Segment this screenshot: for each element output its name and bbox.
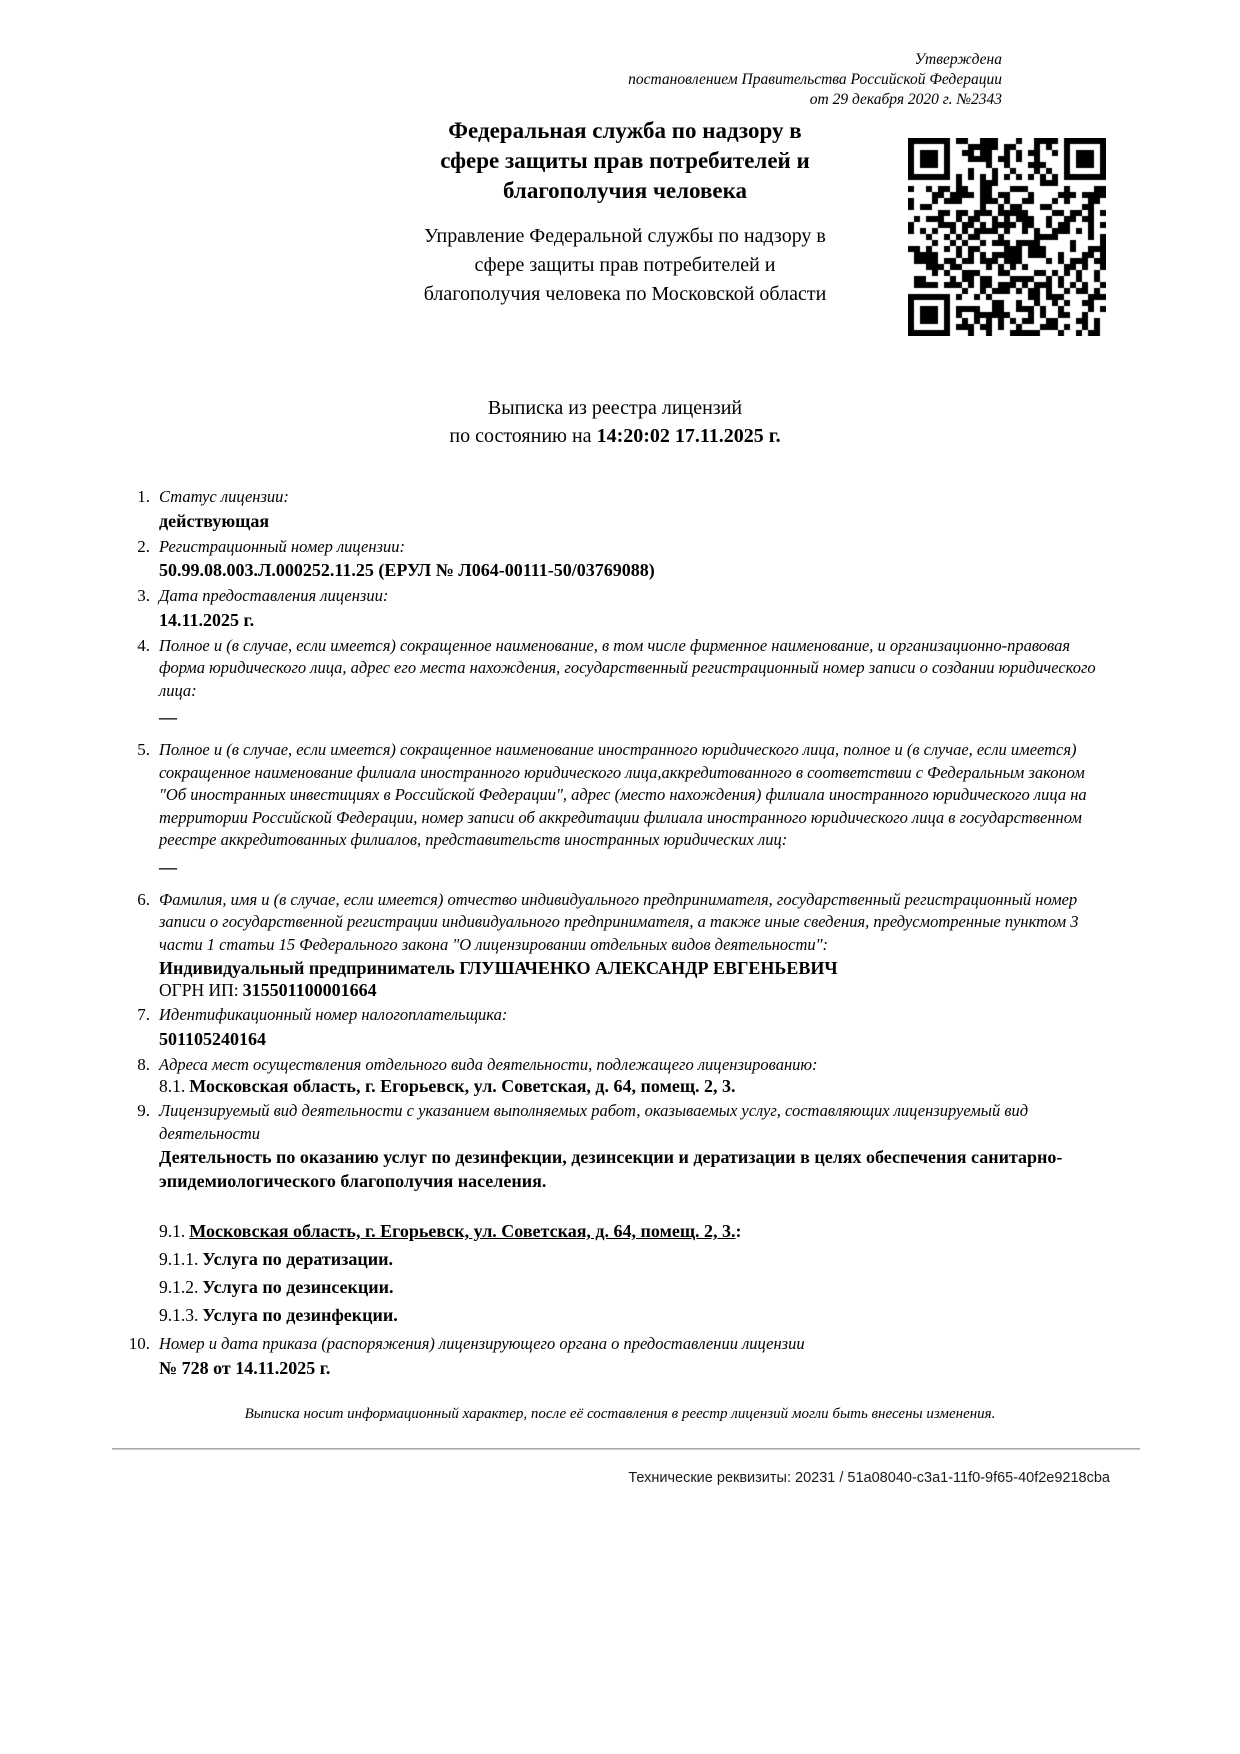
approval-line: от 29 декабря 2020 г. №2343 — [809, 91, 1002, 108]
activity-service — [159, 1246, 1112, 1274]
item-value: 501105240164 — [159, 1028, 267, 1049]
list-item-reg-number — [112, 536, 1112, 583]
item-value-ogrn — [159, 980, 1112, 1001]
org-subtitle-line: благополучия человека по Московской области — [423, 283, 827, 305]
service-index: 9.1.3. — [159, 1305, 199, 1325]
document-header — [0, 110, 1240, 394]
item-number: 3. — [137, 586, 150, 605]
doc-title-datetime: 14:20:02 17.11.2025 г. — [596, 425, 781, 447]
activity-address — [159, 1218, 1112, 1246]
approval-note — [0, 0, 1240, 110]
item-value: — — [159, 856, 177, 877]
item-value-address — [159, 1076, 1112, 1097]
item-number: 8. — [137, 1054, 150, 1074]
service-text: Услуга по дезинсекции. — [202, 1277, 394, 1297]
footer-note: Выписка носит информационный характер, после её составления в реестр лицензий могли быть внесены изменения. — [244, 1405, 996, 1422]
activity-address-colon: : — [735, 1221, 742, 1241]
item-value: 50.99.08.003.Л.000252.11.25 (ЕРУЛ № Л064-00111-50/03769088) — [159, 560, 655, 580]
doc-title-line2 — [330, 422, 900, 450]
activity-service — [159, 1274, 1112, 1302]
item-value: — — [159, 707, 177, 727]
item-value-activity: Деятельность по оказанию услуг по дезинфекции, дезинсекции и дератизации в целях обеспечения санитарно-эпидемиологического благополучия населения. — [159, 1147, 1063, 1191]
item-number: 6. — [137, 889, 150, 909]
list-item-inn — [112, 1004, 1112, 1051]
item-number: 10. — [128, 1334, 150, 1353]
org-title-line: Федеральная служба по надзору в — [448, 118, 802, 143]
list-item-activity — [112, 1100, 1112, 1330]
org-title-block — [380, 116, 870, 206]
approval-line: постановлением Правительства Российской Федерации — [628, 71, 1002, 88]
item-number: 2. — [137, 536, 150, 556]
item-label: Фамилия, имя и (в случае, если имеется) отчество индивидуального предпринимателя, государственный регистрационный номер записи о государственной регистрации индивидуального предпринимателя, а также иные сведения, предусмотренные пунктом 3 части 1 статьи 15 Федерального закона "О лицензировании отдельных видов деятельности": — [159, 889, 1079, 954]
service-index: 9.1.1. — [159, 1249, 199, 1269]
item-number: 4. — [137, 635, 150, 655]
address-text: Московская область, г. Егорьевск, ул. Советская, д. 64, помещ. 2, 3. — [189, 1076, 736, 1096]
org-title — [380, 116, 870, 206]
item-number: 1. — [137, 487, 150, 506]
item-label: Полное и (в случае, если имеется) сокращенное наименование, в том числе фирменное наименование, и организационно-правовая форма юридического лица, адрес его места нахождения, государственный регистрационный номер записи о создании юридического лица: — [159, 635, 1096, 700]
item-number: 5. — [137, 740, 150, 759]
activity-address-index: 9.1. — [159, 1221, 186, 1241]
list-item-foreign-entity — [112, 739, 1112, 886]
org-title-line: сфере защиты прав потребителей и — [440, 148, 810, 173]
doc-title-line1: Выписка из реестра лицензий — [487, 397, 743, 419]
list-item-addresses — [112, 1054, 1112, 1098]
item-label: Полное и (в случае, если имеется) сокращенное наименование иностранного юридического лица, полное и (в случае, если имеется) сокращенное наименование филиала иностранного юридического лица,аккредитованного в соответствии с Федеральным законом "Об иностранных инвестициях в Российской Федерации", адрес (место нахождения) филиала иностранного юридического лица на территории Российской Федерации, номер записи об аккредитации филиала иностранного юридического лица в государственном реестре аккредитованных филиалов, представительств иностранных юридических лиц: — [159, 740, 1087, 849]
item-label: Дата предоставления лицензии: — [159, 586, 389, 605]
item-label: Номер и дата приказа (распоряжения) лицензирующего органа о предоставлении лицензии — [159, 1334, 805, 1353]
item-number: 9. — [137, 1101, 150, 1120]
activity-service — [159, 1302, 1112, 1330]
ogrn-label: ОГРН ИП: — [159, 980, 239, 1000]
document-title — [330, 394, 900, 450]
license-fields-list — [0, 486, 1240, 1380]
item-label: Лицензируемый вид деятельности с указанием выполняемых работ, оказываемых услуг, составляющих лицензируемый вид деятельности — [159, 1101, 1029, 1143]
qr-code-icon — [908, 138, 1106, 336]
item-value: № 728 от 14.11.2025 г. — [159, 1357, 331, 1378]
item-label: Регистрационный номер лицензии: — [159, 536, 405, 556]
list-item-legal-entity — [112, 635, 1112, 737]
ogrn-number: 315501100001664 — [242, 980, 377, 1000]
list-item-status — [112, 486, 1112, 533]
org-subtitle-line: сфере защиты прав потребителей и — [474, 254, 776, 276]
item-value-entrepreneur-name: Индивидуальный предприниматель ГЛУШАЧЕНКО АЛЕКСАНДР ЕВГЕНЬЕВИЧ — [159, 958, 838, 978]
item-label: Адреса мест осуществления отдельного вида деятельности, подлежащего лицензированию: — [159, 1054, 818, 1074]
list-item-order — [112, 1333, 1112, 1380]
divider-line — [112, 1448, 1140, 1450]
service-index: 9.1.2. — [159, 1277, 199, 1297]
approval-line: Утверждена — [914, 51, 1002, 68]
item-value: 14.11.2025 г. — [159, 609, 255, 630]
list-item-grant-date — [112, 585, 1112, 632]
org-subtitle — [345, 222, 905, 309]
service-text: Услуга по дератизации. — [202, 1249, 393, 1269]
list-item-entrepreneur — [112, 889, 1112, 1002]
item-label: Идентификационный номер налогоплательщика: — [159, 1005, 508, 1024]
doc-title-prefix: по состоянию на — [449, 425, 597, 447]
service-text: Услуга по дезинфекции. — [202, 1305, 398, 1325]
tech-requisites: Технические реквизиты: 20231 / 51a08040-c3a1-11f0-9f65-40f2e9218cba — [628, 1469, 1110, 1486]
activity-address-text: Московская область, г. Егорьевск, ул. Советская, д. 64, помещ. 2, 3. — [189, 1221, 736, 1241]
item-number: 7. — [137, 1005, 150, 1024]
address-index: 8.1. — [159, 1076, 186, 1096]
org-title-line: благополучия человека — [502, 178, 747, 203]
item-value: действующая — [159, 510, 270, 531]
org-subtitle-line: Управление Федеральной службы по надзору в — [424, 225, 826, 247]
item-label: Статус лицензии: — [159, 487, 289, 506]
